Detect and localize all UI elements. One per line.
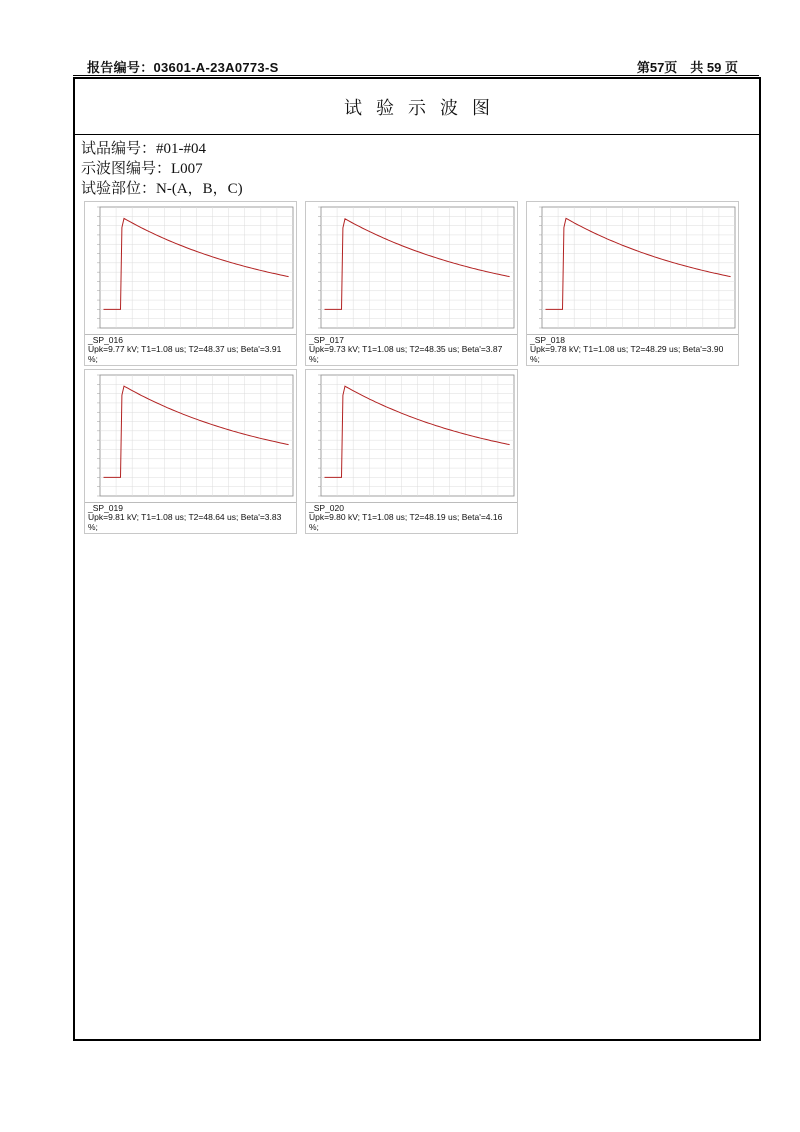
- record-values-cont: %;: [309, 354, 319, 364]
- record-values-cont: %;: [88, 354, 98, 364]
- record-name: _SP_020: [309, 503, 344, 513]
- oscillogram-panel: [84, 201, 297, 366]
- oscillogram-panel: [305, 201, 518, 366]
- oscillogram-panel: [84, 369, 297, 534]
- record-values: Upk=9.77 kV; T1=1.08 us; T2=48.37 us; Beta'=3.91: [88, 344, 282, 354]
- waveform-plot: [306, 202, 517, 334]
- header-divider: [73, 75, 759, 76]
- record-values-cont: %;: [88, 522, 98, 532]
- record-values-cont: %;: [530, 354, 540, 364]
- sample-number: 试品编号：#01-#04: [81, 141, 206, 157]
- record-name: _SP_017: [309, 335, 344, 345]
- waveform-plot: [85, 370, 296, 502]
- record-values: Upk=9.78 kV; T1=1.08 us; T2=48.29 us; Beta'=3.90: [530, 344, 724, 354]
- page-info: 第57页 共 59 页: [636, 60, 738, 75]
- record-values-cont: %;: [309, 522, 319, 532]
- record-name: _SP_019: [88, 503, 123, 513]
- record-values: Upk=9.80 kV; T1=1.08 us; T2=48.19 us; Beta'=4.16: [309, 512, 503, 522]
- record-name: _SP_018: [530, 335, 565, 345]
- waveform-plot: [85, 202, 296, 334]
- waveform-plot: [306, 370, 517, 502]
- oscillogram-panel: [305, 369, 518, 534]
- waveform-plot: [527, 202, 738, 334]
- report-frame: [73, 77, 761, 1041]
- page-title: 试验示波图: [75, 79, 759, 135]
- oscillogram-panel: [526, 201, 739, 366]
- record-name: _SP_016: [88, 335, 123, 345]
- test-position: 试验部位：N-(A，B，C): [81, 181, 243, 197]
- record-values: Upk=9.81 kV; T1=1.08 us; T2=48.64 us; Beta'=3.83: [88, 512, 282, 522]
- record-values: Upk=9.73 kV; T1=1.08 us; T2=48.35 us; Beta'=3.87: [309, 344, 503, 354]
- report-number: 报告编号：03601-A-23A0773-S: [87, 60, 279, 75]
- oscillogram-number: 示波图编号：L007: [81, 161, 203, 177]
